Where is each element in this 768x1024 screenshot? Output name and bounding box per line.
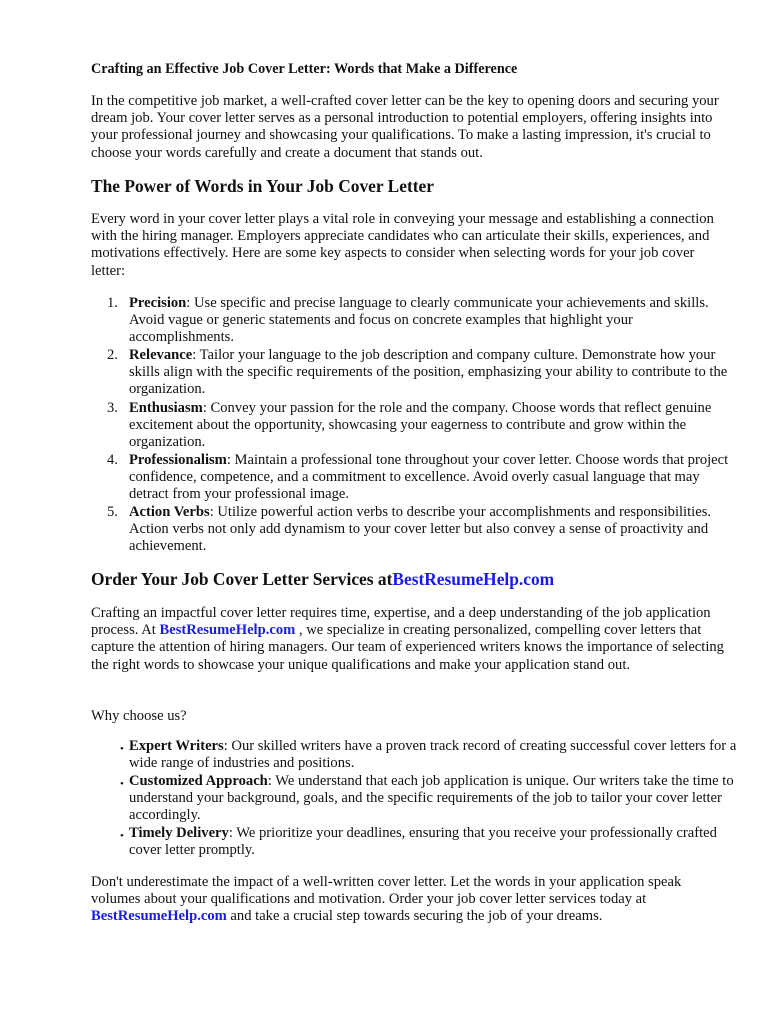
list-item-desc: : Convey your passion for the role and the company. Choose words that reflect genuine excitement about the opportunity, showcasing your eagerness to contribute and grow within the organization. — [129, 400, 712, 451]
list-item-text — [129, 347, 739, 399]
list-item-term: Precision — [129, 295, 187, 311]
list-item-term: Action Verbs — [129, 504, 210, 520]
list-item-desc: : Utilize powerful action verbs to describe your accomplishments and responsibilities. Action verbs not only add dynamism to your cover letter but also convey a sense of proactivity and achievement. — [129, 504, 712, 555]
bullet-item-text — [129, 738, 739, 772]
bullet-item-term: Timely Delivery — [129, 825, 229, 841]
bullet-item-desc: : Our skilled writers have a proven track record of creating successful cover letters for a wide range of industries and positions. — [129, 738, 737, 772]
list-number: 2. — [107, 347, 118, 363]
list-item-text — [129, 295, 739, 347]
list-item-term: Relevance — [129, 347, 193, 363]
list-item-text — [129, 400, 739, 452]
bullet-icon: • — [120, 778, 124, 790]
list-item-desc: : Maintain a professional tone throughout your cover letter. Choose words that project confidence, competence, and a commitment to excellence. Avoid overly casual language that may detract from your professional image. — [129, 452, 729, 503]
why-choose-us: Why choose us? — [91, 708, 187, 724]
bullet-item-text — [129, 825, 739, 859]
bestresumehelp-link[interactable]: BestResumeHelp.com — [91, 908, 227, 925]
section1-heading: The Power of Words in Your Job Cover Letter — [91, 176, 434, 196]
list-item-desc: : Use specific and precise language to clearly communicate your achievements and skills. Avoid vague or generic statements and focus on concrete examples that highlight your accomplishments. — [129, 295, 709, 346]
bullet-item-desc: : We prioritize your deadlines, ensuring that you receive your professionally crafted cover letter promptly. — [129, 825, 717, 859]
list-item-desc: : Tailor your language to the job description and company culture. Demonstrate how your skills align with the specific requirements of the position, emphasizing your ability to contribute to the organization. — [129, 347, 728, 398]
document-title: Crafting an Effective Job Cover Letter: Words that Make a Difference — [91, 61, 518, 77]
section2-paragraph — [91, 605, 731, 674]
list-item-term: Enthusiasm — [129, 400, 203, 416]
bestresumehelp-link[interactable]: BestResumeHelp.com — [392, 569, 555, 589]
bullet-icon: • — [120, 743, 124, 755]
closing-paragraph — [91, 874, 731, 926]
section2-paragraph-text: Crafting an impactful cover letter requires time, expertise, and a deep understanding of the job application process. At — [91, 605, 711, 639]
intro-paragraph: In the competitive job market, a well-crafted cover letter can be the key to opening doors and securing your dream job. Your cover letter serves as a personal introduction to potential employers, offering insights into your professional journey and showcasing your qualifications. To make a lasting impression, it's crucial to choose your words carefully and create a document that stands out. — [91, 93, 719, 161]
section2-heading-text: Order Your Job Cover Letter Services at — [91, 569, 393, 589]
bullet-item-term: Customized Approach — [129, 773, 268, 789]
list-item-text — [129, 452, 739, 504]
list-number: 5. — [107, 504, 118, 520]
bullet-item-text — [129, 773, 739, 825]
closing-paragraph-text: Don't underestimate the impact of a well-written cover letter. Let the words in your application speak volumes about your qualifications and motivation. Order your job cover letter services today at — [91, 874, 682, 908]
closing-paragraph-text-cont: and take a crucial step towards securing the job of your dreams. — [226, 908, 603, 925]
list-number: 3. — [107, 400, 118, 416]
list-item-text — [129, 504, 739, 556]
section2-heading — [91, 569, 554, 590]
bestresumehelp-link[interactable]: BestResumeHelp.com — [159, 622, 296, 639]
bullet-item-desc: : We understand that each job application is unique. Our writers take the time to understand your background, goals, and the specific requirements of the job to tailor your cover letter accordingly. — [129, 773, 734, 824]
section1-paragraph: Every word in your cover letter plays a vital role in conveying your message and establishing a connection with the hiring manager. Employers appreciate candidates who can articulate their skills, experiences, and motivations effectively. Here are some key aspects to consider when selecting words for your job cover letter: — [91, 211, 714, 279]
bullet-item-term: Expert Writers — [129, 738, 224, 754]
list-number: 4. — [107, 452, 118, 468]
section2-paragraph-text-cont: , we specialize in creating personalized, compelling cover letters that capture the attention of hiring managers. Our team of experienced writers knows the importance of selecting the right words to showcase your unique qualifications and make your application stand out. — [91, 622, 724, 673]
bullet-icon: • — [120, 830, 124, 842]
list-item-term: Professionalism — [129, 452, 227, 468]
list-number: 1. — [107, 295, 118, 311]
